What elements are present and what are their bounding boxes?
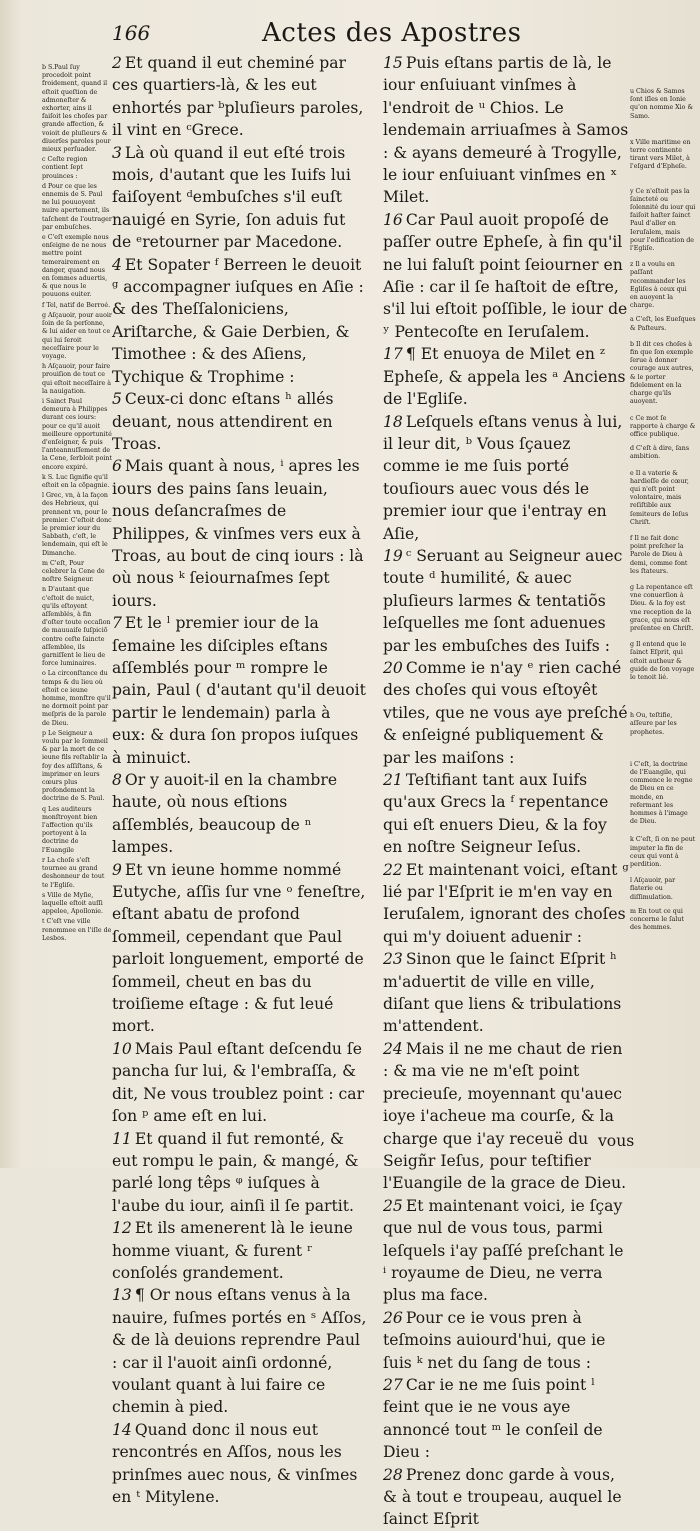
- verse-text: Et maintenant voici, ie ſçay que nul de vous tous, parmi leſquels i'ay paſſé preſchant le ⁱ royaume de Dieu, ne verra plus ma face.: [383, 1196, 624, 1305]
- verse-text: Et ils amenerent là le ieune homme viuant, & furent ʳ conſolés grandement.: [112, 1219, 353, 1282]
- verse-number: 21: [383, 771, 403, 789]
- verse-text: Quand donc il nous eut rencontrés en Aſſos, nous les prinſmes auec nous, & vinſmes en ᵗ Mitylene.: [112, 1420, 358, 1506]
- text-column-left: [112, 52, 368, 1508]
- verse-number: 7: [112, 614, 122, 633]
- margin-note: z Il a voulu en paſſant recommander les Egliſes à ceux qui en auoyent la charge.: [630, 261, 687, 310]
- margin-note: p Le Seigneur a voulu par le ſommeil & par la mort de ce ieune fils reſtablir la foy des aſſiſtans, & imprimer en leurs cœurs plus profondement la doctrine de S. Paul.: [42, 729, 108, 803]
- verse: [112, 769, 368, 859]
- verse-text: Mais Paul eſtant deſcendu ſe pancha ſur lui, & l'embraſſa, & dit, Ne vous troublez point : car ſon ᵖ ame eſt en lui.: [112, 1039, 365, 1126]
- verse-text: Et Sopater ᶠ Berreen le deuoit ᵍ accompagner iuſques en Aſie : & des Theſſaloniciens, Ariſtarche, & Gaie Derbien, & Timothee : & des Aſiens, Tychique & Trophime :: [112, 255, 364, 386]
- verse-text: Car ie ne me ſuis point ˡ feint que ie ne vous aye annoncé tout ᵐ le conſeil de Dieu :: [383, 1375, 603, 1462]
- verse-text: Mais quant à nous, ⁱ apres les iours des pains ſans leuain, nous deſancraſmes de Philippes, & vinſmes vers eux à Troas, au bout de cinq iours : là où nous ᵏ ſeiournaſmes ſept iours.: [112, 457, 364, 610]
- verse: [112, 142, 368, 254]
- verse-number: 6: [112, 457, 122, 476]
- verse-number: 27: [383, 1375, 403, 1394]
- margin-note: q Les auditeurs monſtroyent bien l'affection qu'ils portoyent à la doctrine de l'Euangile: [42, 805, 98, 854]
- verse-number: 25: [383, 1196, 403, 1215]
- verse-number: 14: [112, 1420, 132, 1439]
- verse-text: Et le ˡ premier iour de la ſemaine les diſciples eſtans aſſemblés pour ᵐ rompre le pain, Paul ( d'autant qu'il deuoit partir le lendemain) parla à eux: & dura ſon propos iuſques à minuict.: [112, 614, 366, 767]
- margin-note: s Ville de Myſie, laquelle eſtoit auſſi appelee, Apollonie.: [42, 891, 103, 916]
- verse: [383, 1307, 630, 1374]
- verse-number: 11: [112, 1129, 132, 1148]
- margin-note: x Ville maritime en terre continente tirant vers Milet, à l'eſgard d'Epheſe.: [630, 138, 691, 171]
- verse-text: Sinon que le ſainct Eſprit ʰ m'aduertit de ville en ville, diſant que liens & tribulations m'attendent.: [383, 950, 622, 1036]
- running-title: Actes des Apostres: [262, 18, 522, 48]
- verse-text: Teſtifiant tant aux Iuifs qu'aux Grecs la ᶠ repentance qui eſt enuers Dieu, & la foy en noſtre Seigneur Ieſus.: [383, 771, 609, 857]
- verse: [383, 1374, 630, 1464]
- verse-text: Puis eſtans partis de là, le iour enſuiuant vinſmes à l'endroit de ᵘ Chios. Le lendemain arriuaſmes à Samos : & ayans demeuré à Trogylle, le iour enſuiuant vinſmes en ˣ Milet.: [383, 54, 629, 207]
- verse: [383, 411, 630, 545]
- verse: [112, 388, 368, 455]
- margin-note: f Il ne fait donc point preſcher la Parole de Dieu à demi, comme font les ſtateurs.: [630, 534, 688, 575]
- verse-text: Et maintenant voici, eſtant ᵍ lié par l'Eſprit ie m'en vay en Ieruſalem, ignorant des choſes qui m'y doiuent aduenir :: [383, 860, 629, 946]
- verse: [383, 657, 630, 769]
- verse-text: ¶ Or nous eſtans venus à la nauire, fuſmes portés en ˢ Aſſos, & de là deuions reprendre Paul : car il l'auoit ainſi ordonné, voulant quant à lui faire ce chemin à pied.: [112, 1286, 367, 1417]
- verse-text: Et quand il eut cheminé par ces quartiers-là, & les eut enhortés par ᵇpluſieurs paroles, il vint en ᶜGrece.: [112, 54, 364, 140]
- verse-number: 19: [383, 546, 403, 565]
- verse-number: 8: [112, 771, 122, 789]
- verse: [383, 1038, 630, 1195]
- margin-note: u Chios & Samos ſont iſles en Ionie qu'on nomme Xio & Samo.: [630, 88, 694, 120]
- verse: [112, 1419, 368, 1509]
- margin-note: g Il entend que le ſainct Eſprit, qui eſtoit autheur & guide de ſon voyage le tenoit lié.: [630, 641, 695, 681]
- margin-note: k C'eſt, ſi on ne peut imputer la fin de ceux qui vont à perdition.: [630, 836, 696, 869]
- verse: [112, 859, 368, 1038]
- verse-number: 13: [112, 1286, 132, 1305]
- verse-number: 26: [383, 1308, 403, 1327]
- verse-number: 20: [383, 658, 403, 677]
- verse-number: 18: [383, 412, 403, 431]
- verse-number: 24: [383, 1039, 403, 1058]
- margin-note: n D'autant que c'eſtoit de nuict, qu'ils eſtoyent aſſemblés, à fin d'oſter toute occaſion de mauuaiſe ſuſpiciõ contre ceſte ſaincte aſſemblee, ils garniſſent le lieu de force luminaires.: [42, 586, 111, 668]
- margin-note: b S.Paul ſuy procedoit point froidement, quand il eſtoit queſtion de admoneſter & exhorter, ains il faiſoit les choſes par grande affection, & voioit de pluſieurs & diuerſes paroles pour mieux perſuader.: [42, 64, 111, 154]
- verse: [112, 1038, 368, 1128]
- verse: [383, 769, 630, 859]
- margin-note: h Aſçauoir, pour faire prouiſion de tout ce qui eſtoit neceſſaire à la nauigation.: [42, 363, 111, 395]
- verse-number: 22: [383, 860, 403, 879]
- verse-text: Leſquels eſtans venus à lui, il leur dit, ᵇ Vous ſçauez comme ie me ſuis porté touſiours auec vous dés le premier iour que i'entray en Aſie,: [383, 412, 623, 543]
- margin-note: g La repentance eſt vne conuerſion à Dieu. & la foy est vne reception de la grace, qui nous eſt preſentee en Chriſt.: [630, 583, 694, 632]
- margin-note: f Tel, natif de Berroé.: [42, 301, 111, 309]
- verse-text: ¶ Et enuoya de Milet en ᶻ Epheſe, & appela les ᵃ Anciens de l'Egliſe.: [383, 345, 626, 409]
- verse-text: Et vn ieune homme nommé Eutyche, aſſis ſur vne ᵒ feneſtre, eſtant abatu de profond ſommeil, cependant que Paul parloit longuement, emporté de ſommeil, cheut en bas du troiſieme eſtage : & fut leué mort.: [112, 860, 366, 1036]
- verse-number: 15: [383, 54, 403, 72]
- verse-number: 16: [383, 210, 403, 229]
- verse-number: 9: [112, 860, 122, 879]
- verse: [383, 343, 630, 410]
- verse-number: 28: [383, 1465, 403, 1484]
- margin-note: l Aſçauoir, par flaterie ou diſſimulation.: [630, 877, 676, 901]
- verse-text: ᶜ Seruant au Seigneur auec toute ᵈ humilité, & auec pluſieurs larmes & tentatiõs leſquelles me ſont aduenues par les embuſches des Iuifs :: [383, 546, 623, 655]
- verse-text: Et quand il fut remonté, & eut rompu le pain, & mangé, & parlé long têps ᵠ iuſques à l'aube du iour, ainſi il ſe partit.: [112, 1129, 359, 1215]
- verse-text: Prenez donc garde à vous, & à tout e troupeau, auquel le ſainct Eſprit: [383, 1465, 622, 1529]
- margin-note: h Ou, teſtifie, aſſeure par les prophetes.: [630, 712, 677, 736]
- margin-note: l Grec, vn, à la façon des Hebrieux, qui prennent vn, pour le premier. C'eſtoit donc le premier iour du Sabbath, c'eſt, le lendemain, qui eſt le Dimanche.: [42, 492, 112, 557]
- margin-note: a C'eſt, les Eueſques & Paſteurs.: [630, 316, 696, 332]
- right-margin-notes: [630, 82, 696, 934]
- margin-note: i Sainct Paul demeura à Philippes durant ces iours: pour ce qu'il auoit meilleure opportunité d'enſeigner, & puis l'anteannuſſement de la Cene, ſerbloit point encore expiré.: [42, 397, 112, 471]
- verse: [112, 455, 368, 612]
- verse: [112, 612, 368, 769]
- text-column-right: [383, 52, 630, 1531]
- verse-text: Mais il ne me chaut de rien : & ma vie ne m'eſt point precieuſe, moyennant qu'auec ioye i'acheue ma courſe, & la charge que i'ay receuë du Seigñr Ieſus, pour teſtifier l'Euangile de la grace de Dieu.: [383, 1039, 627, 1193]
- verse-number: 10: [112, 1039, 132, 1058]
- verse-text: Comme ie n'ay ᵉ rien caché des choſes qui vous eſtoyêt vtiles, que ne vous aye preſché & enſeigné publiquement & par les maiſons :: [383, 658, 628, 767]
- page-number: 166: [112, 21, 151, 45]
- verse-number: 5: [112, 390, 122, 409]
- margin-note: r La choſe s'eſt tournee au grand deshonneur de tout te l'Egliſe.: [42, 856, 105, 889]
- verse-text: Car Paul auoit propoſé de paſſer outre Epheſe, à fin qu'il ne lui faluſt point ſeiourner en Aſie : car il ſe haſtoit de eſtre, s'il lui eſtoit poſſible, le iour de ʸ Pentecoſte en Ieruſalem.: [383, 210, 628, 341]
- margin-note: o La circonſtance du temps & du lieu où eſtoit ce ieune homme, monſtre qu'il ne dormoit point par meſpris de la parole de Dieu.: [42, 670, 111, 727]
- verse-text: Or y auoit-il en la chambre haute, où nous eſtions aſſemblés, beaucoup de ⁿ lampes.: [112, 771, 338, 857]
- margin-note: e C'eſt exemple nous enſeigne de ne nous mettre point temerairement en danger, quand nous en ſommes aduertis, & que nous le pouuons euiter.: [42, 234, 109, 299]
- page-header: [0, 18, 700, 52]
- verse: [383, 1195, 630, 1307]
- verse: [383, 1464, 630, 1531]
- margin-note: y Ce n'eſtoit pas la ſaincteté ou ſolennité du iour qui faiſoit haſter ſainct Paul d'aller en Ieruſalem, mais pour l'edification de l'Egliſe.: [630, 187, 696, 253]
- verse: [112, 52, 368, 142]
- verse: [112, 1128, 368, 1218]
- verse: [383, 545, 630, 657]
- margin-note: c Ce mot ſe rapporte à charge & office publique.: [630, 414, 696, 438]
- margin-note: d C'eſt à dire, ſans ambition.: [630, 445, 690, 461]
- margin-note: k S. Luc ſignifie qu'il eſtoit en la cõpagnie.: [42, 473, 110, 489]
- margin-note: g Aſçauoir, pour auoir ſoin de ſa perſonne, & lui aider en tout ce qui lui ſeroit neceſſaire pour le voyage.: [42, 311, 112, 360]
- verse: [112, 1217, 368, 1284]
- margin-note: b Il dit ces choſes à fin que ſon exemple ſerue à donner courage aux autres, & le porter fidelement en la charge qu'ils auoyent.: [630, 340, 694, 406]
- verse: [112, 254, 368, 388]
- margin-note: i C'eſt, la doctrine de l'Euangile, qui commence le regne de Dieu en ce monde, en refermant les hommes à l'image de Dieu.: [630, 760, 693, 826]
- margin-note: m C'eſt, Pour celebrer la Cene de noſtre Seigneur.: [42, 559, 105, 584]
- verse-number: 17: [383, 345, 403, 364]
- left-margin-notes: [42, 64, 112, 945]
- verse-number: 2: [112, 54, 122, 72]
- catchword: vous: [598, 1132, 635, 1150]
- verse-text: Là où quand il eut eſté trois mois, d'autant que les Iuifs lui faiſoyent ᵈembuſches s'il euſt nauigé en Syrie, ſon aduis fut de ᵉretourner par Macedone.: [112, 143, 351, 252]
- verse-text: Pour ce ie vous pren à teſmoins auiourd'hui, que ie ſuis ᵏ net du ſang de tous :: [383, 1308, 606, 1372]
- verse: [383, 209, 630, 343]
- verse: [383, 52, 630, 209]
- verse-number: 3: [112, 143, 122, 162]
- verse-text: Ceux-ci donc eſtans ʰ allés deuant, nous attendirent en Troas.: [112, 390, 334, 453]
- verse-number: 12: [112, 1219, 132, 1238]
- verse: [383, 948, 630, 1038]
- verse-number: 4: [112, 255, 122, 274]
- margin-note: m En tout ce qui concerne le ſalut des hommes.: [630, 907, 684, 932]
- margin-note: c Ceſte region contient ſept prouinces :: [42, 156, 88, 180]
- verse: [112, 1284, 368, 1418]
- margin-note: e Il a vaterie & hardieſſe de cœur, qui n'eſt point volontaire, mais reſiſtible aux ſemiteurs de Ieſus Chriſt.: [630, 469, 689, 526]
- margin-note: t C'eſt vne ville renommee en l'iſle de Lesbos.: [42, 918, 112, 942]
- margin-note: d Pour ce que les ennemis de S. Paul ne lui pouuoyent nuire apertement, ils taſchent de l'outrager par embuſches.: [42, 182, 112, 231]
- verse: [383, 859, 630, 949]
- verse-number: 23: [383, 950, 403, 969]
